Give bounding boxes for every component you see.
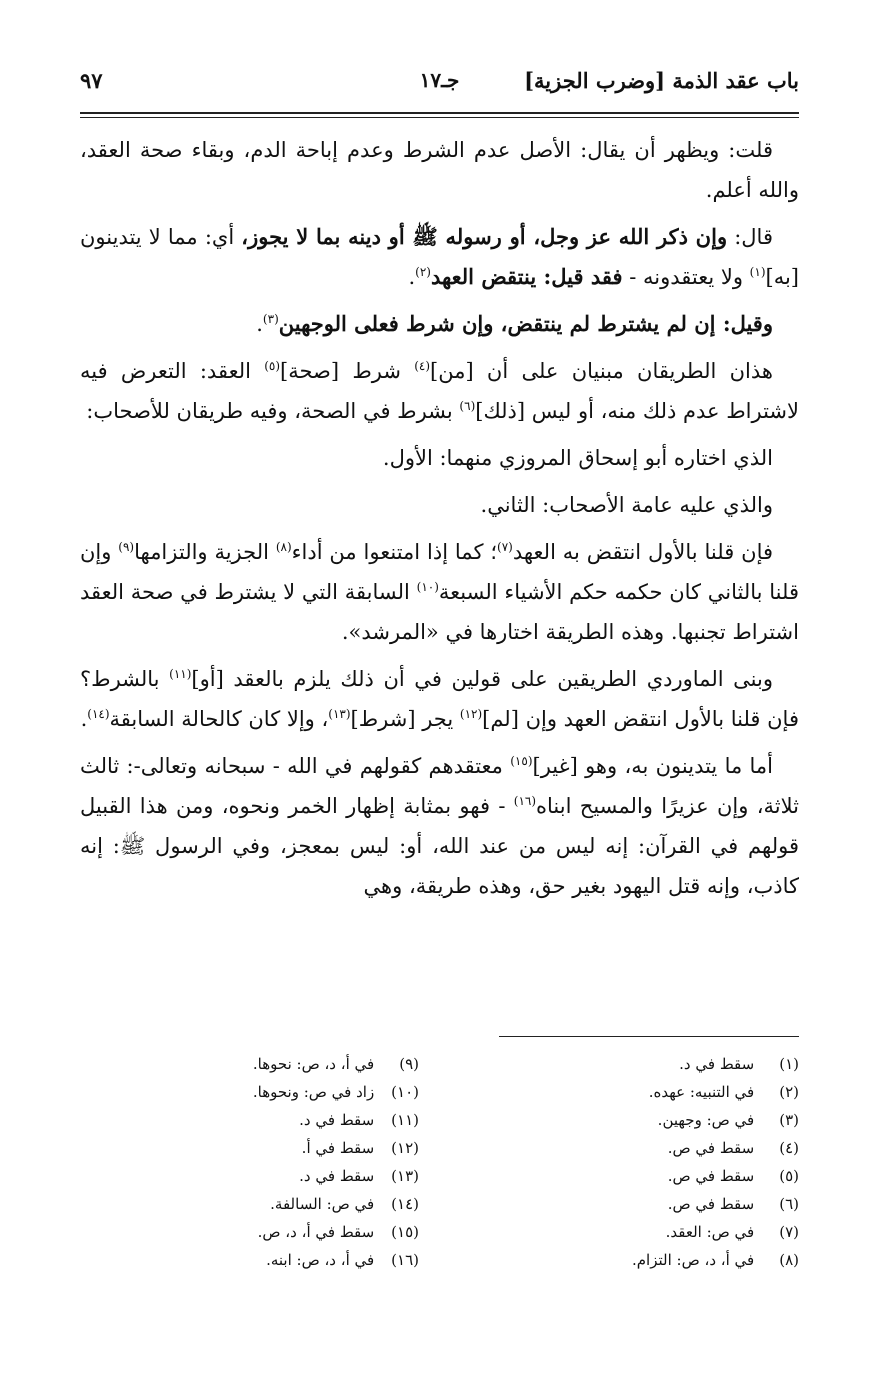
- footnote-ref: (١٥): [510, 754, 533, 768]
- footnote-ref: (١٢): [459, 707, 483, 721]
- paragraph-7: فإن قلنا بالأول انتقض به العهد$^{(٧)}$؛ كما إذا امتنعوا من أداء$^{(٨)}$ الجزية والتزامها$^{(٩)}$ وإن قلنا بالثاني كان حكمه حكم الأشياء السبعة$^{(١٠)}$ السابقة التي لا يشترط في صحة العقد اشتراط تجنبها. وهذه الطريقة اختارها في «المرشد».: [80, 540, 799, 644]
- footnote: (١) سقط في د.: [679, 1055, 799, 1073]
- footnote: (٧) في ص: العقد.: [665, 1223, 799, 1241]
- footnotes-column-right: [469, 1050, 799, 1274]
- footnote: (١٥) سقط في أ، د، ص.: [257, 1223, 419, 1241]
- paragraph-6: والذي عليه عامة الأصحاب: الثاني.: [480, 493, 773, 517]
- footnote: (١٢) سقط في أ.: [301, 1139, 419, 1157]
- footnote: (٨) في أ، د، ص: التزام.: [631, 1251, 799, 1269]
- paragraph-9: أما ما يتدينون به، وهو [غير]$^{(١٥)}$ معتقدهم كقولهم في الله - سبحانه وتعالى-: ثالث ثلاثة، وإن عزيرًا والمسيح ابناه$^{(١٦)}$ - فهو بمثابة إظهار الخمر ونحوه، ومن هذا القبيل قولهم في القرآن: إنه ليس من عند الله، أو: ليس بمعجز، وفي الرسول ﷺ: إنه كاذب، وإنه قتل اليهود بغير حق، وهذه طريقة، وهي: [80, 754, 799, 898]
- footnote-ref: (٧): [497, 540, 513, 554]
- footnote-ref: (٤): [414, 359, 431, 373]
- footnote-ref: (٦): [459, 399, 476, 413]
- footnote: (٢) في التنبيه: عهده.: [648, 1083, 799, 1101]
- footnote: (١٠) زاد في ص: ونحوها.: [252, 1083, 419, 1101]
- header-rule-thick: [80, 112, 799, 114]
- footnote-ref: (١٠): [416, 580, 439, 594]
- footnote-ref: (١٤): [87, 707, 110, 721]
- paragraph-3: وقيل: إن لم يشترط لم ينتقض، وإن شرط فعلى الوجهين$^{(٣)}$.: [256, 311, 773, 336]
- footnote-separator: [499, 1036, 799, 1037]
- volume-number: جـ١٧: [419, 68, 460, 92]
- footnote: (٦) سقط في ص.: [667, 1195, 799, 1213]
- footnote: (١٦) في أ، د، ص: ابنه.: [266, 1251, 419, 1269]
- footnote: (١١) سقط في د.: [299, 1111, 419, 1129]
- paragraph-4: هذان الطريقان مبنيان على أن [من]$^{(٤)}$ شرط [صحة]$^{(٥)}$ العقد: التعرض فيه لاشتراط عدم ذلك منه، أو ليس [ذلك]$^{(٦)}$ بشرط في الصحة، وفيه طريقان للأصحاب:: [80, 359, 799, 423]
- footnote: (٣) في ص: وجهين.: [657, 1111, 799, 1129]
- footnote-ref: (١): [749, 265, 766, 279]
- footnote-ref: (١٣): [328, 707, 351, 721]
- chapter-title: باب عقد الذمة [وضرب الجزية]: [524, 68, 799, 93]
- paragraph-1: قلت: ويظهر أن يقال: الأصل عدم الشرط وعدم إباحة الدم، وبقاء صحة العقد، والله أعلم.: [80, 138, 799, 202]
- page-number: ٩٧: [80, 68, 103, 93]
- paragraph-8: وبنى الماوردي الطريقين على قولين في أن ذلك يلزم بالعقد [أو]$^{(١١)}$ بالشرط؟ فإن قلنا بالأول انتقض العهد وإن [لم]$^{(١٢)}$ يجر [شرط]$^{(١٣)}$، وإلا كان كالحالة السابقة$^{(١٤)}$.: [80, 667, 799, 731]
- footnote-ref: (٣): [262, 312, 279, 326]
- footnotes-column-left: [89, 1050, 419, 1274]
- footnote: (١٤) في ص: السالفة.: [270, 1195, 419, 1213]
- footnote: (٤) سقط في ص.: [667, 1139, 799, 1157]
- footnote-ref: (٩): [118, 540, 135, 554]
- header-rule-thin: [80, 117, 799, 118]
- footnote: (١٣) سقط في د.: [299, 1167, 419, 1185]
- footnote: (٩) في أ، د، ص: نحوها.: [252, 1055, 419, 1073]
- footnote-ref: (١٦): [513, 794, 537, 808]
- footnote: (٥) سقط في ص.: [667, 1167, 799, 1185]
- footnote-ref: (١١): [169, 667, 192, 681]
- main-text: [80, 130, 799, 913]
- paragraph-5: الذي اختاره أبو إسحاق المروزي منهما: الأول.: [382, 446, 773, 470]
- footnote-ref: (٨): [275, 540, 292, 554]
- footnote-ref: (٥): [264, 359, 281, 373]
- paragraph-2: قال: وإن ذكر الله عز وجل، أو رسوله ﷺ أو دينه بما لا يجوز، أي: مما لا يتدينون [به]$^{(١)}$ ولا يعتقدونه - فقد قيل: ينتقض العهد$^{(٢)}$.: [80, 224, 799, 289]
- footnote-ref: (٢): [415, 265, 431, 279]
- running-header: [80, 68, 799, 108]
